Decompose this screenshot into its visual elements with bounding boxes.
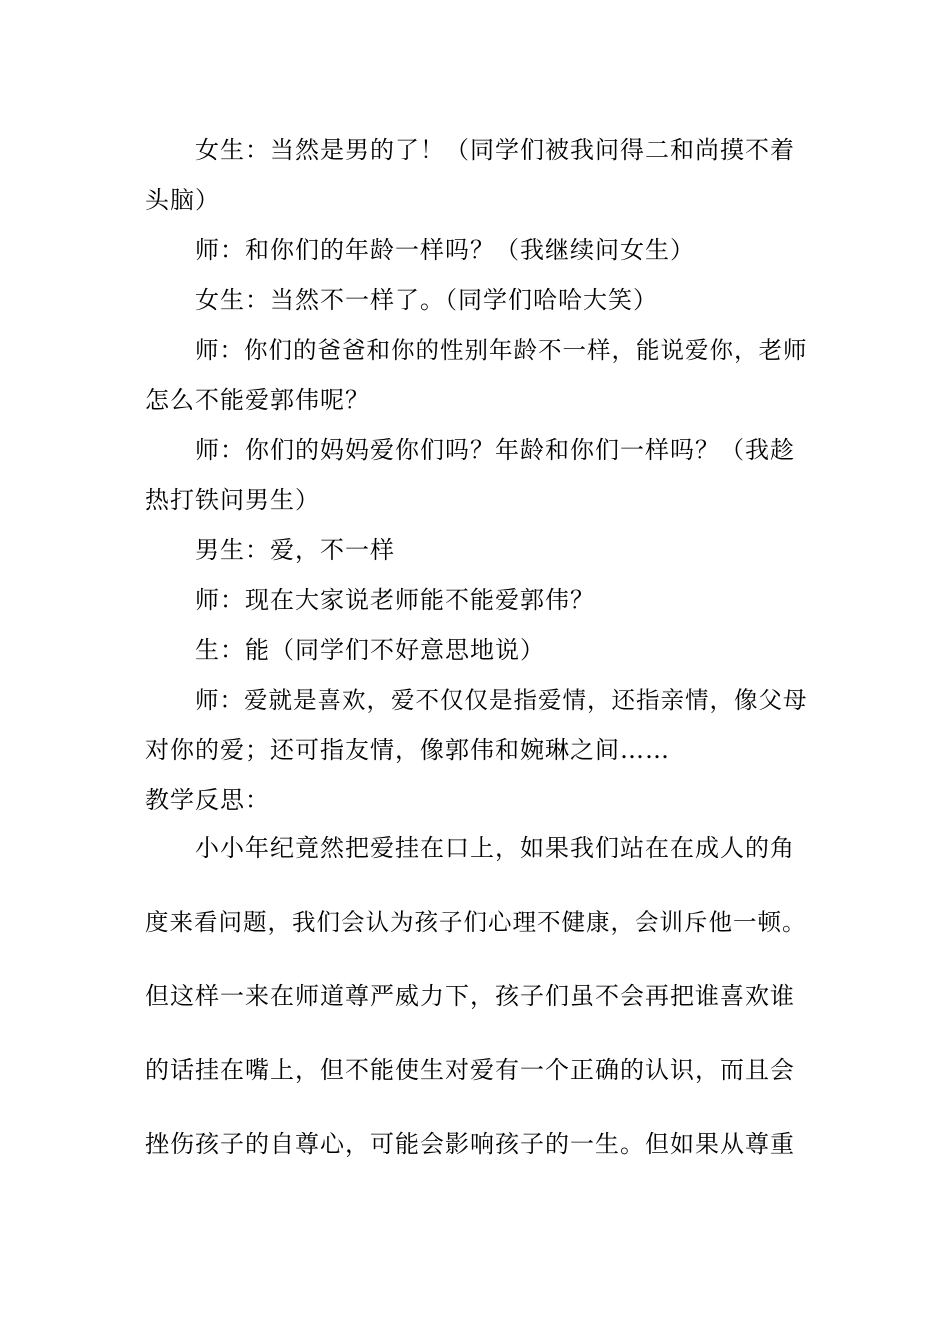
- dialogue-line: 师：你们的爸爸和你的性别年龄不一样，能说爱你，老师: [195, 336, 808, 364]
- dialogue-line: 师：和你们的年龄一样吗？（我继续问女生）: [195, 236, 695, 264]
- dialogue-line: 师：爱就是喜欢，爱不仅仅是指爱情，还指亲情，像父母: [195, 686, 808, 714]
- reflection-line: 度来看问题，我们会认为孩子们心理不健康，会训斥他一顿。: [145, 908, 807, 936]
- dialogue-line-continuation: 怎么不能爱郭伟呢？: [145, 386, 370, 414]
- reflection-line: 的话挂在嘴上，但不能使生对爱有一个正确的认识，而且会: [145, 1056, 795, 1084]
- dialogue-line-continuation: 热打铁问男生）: [145, 486, 320, 514]
- dialogue-line: 女生：当然是男的了！（同学们被我问得二和尚摸不着: [195, 136, 795, 164]
- dialogue-line: 男生：爱，不一样: [195, 536, 395, 564]
- dialogue-line: 女生：当然不一样了。（同学们哈哈大笑）: [195, 286, 658, 314]
- dialogue-line: 生：能（同学们不好意思地说）: [195, 636, 545, 664]
- reflection-line: 挫伤孩子的自尊心，可能会影响孩子的一生。但如果从尊重: [145, 1130, 795, 1158]
- dialogue-line: 师：现在大家说老师能不能爱郭伟？: [195, 586, 595, 614]
- dialogue-line-continuation: 头脑）: [145, 186, 220, 214]
- dialogue-line: 师：你们的妈妈爱你们吗？年龄和你们一样吗？（我趁: [195, 436, 795, 464]
- reflection-line: 小小年纪竟然把爱挂在口上，如果我们站在在成人的角: [195, 834, 795, 862]
- reflection-line: 但这样一来在师道尊严威力下，孩子们虽不会再把谁喜欢谁: [145, 982, 795, 1010]
- dialogue-line-continuation: 对你的爱；还可指友情，像郭伟和婉琳之间……: [145, 736, 670, 764]
- section-heading: 教学反思：: [145, 786, 270, 814]
